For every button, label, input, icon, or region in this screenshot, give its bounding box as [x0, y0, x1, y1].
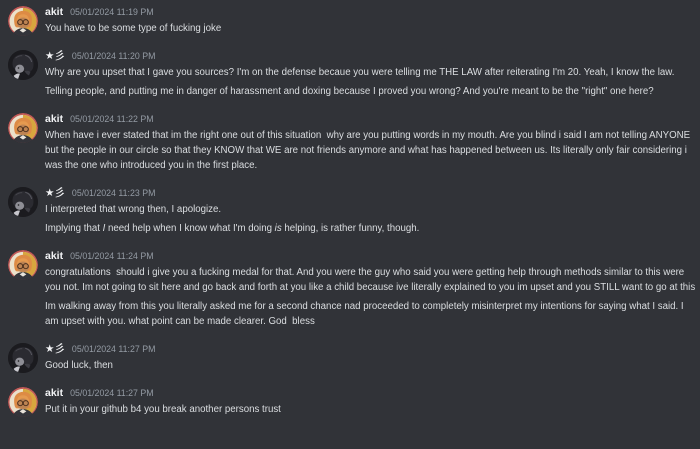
italic-text-segment: is [274, 223, 282, 234]
message-group [8, 112, 696, 173]
timestamp: 05/01/2024 11:27 PM [70, 388, 154, 398]
message-text: Why are you upset that I gave you sources? I'm on the defense becaue you were telling me THE LAW after reiterating I'm 20. Yeah, I know the law. [45, 67, 675, 78]
username[interactable]: akit [45, 113, 64, 125]
star-avatar-image [8, 343, 38, 373]
message-text: You have to be some type of fucking joke [45, 23, 222, 34]
star-avatar-image [8, 50, 38, 80]
timestamp: 05/01/2024 11:19 PM [70, 7, 154, 17]
timestamp: 05/01/2024 11:22 PM [70, 114, 154, 124]
text-segment: need help when I know what I'm doing [105, 223, 275, 234]
user-avatar-akit[interactable] [8, 113, 38, 143]
message-group [8, 49, 696, 99]
message-group [8, 386, 696, 417]
message-text [45, 221, 696, 236]
user-avatar-star[interactable] [8, 187, 38, 217]
user-avatar-akit[interactable] [8, 387, 38, 417]
username[interactable]: ★彡 [45, 187, 65, 199]
user-avatar-akit[interactable] [8, 250, 38, 280]
message-text: Im walking away from this you literally asked me for a second chance nad proceeded to completely misinterpret my intentions for saying what I said. I am upset with you. what point can be made clearer. God bless [45, 301, 687, 327]
message-text: Put it in your github b4 you break another persons trust [45, 404, 281, 415]
akit-avatar-image [8, 6, 38, 36]
message-group [8, 249, 696, 329]
user-avatar-star[interactable] [8, 343, 38, 373]
timestamp: 05/01/2024 11:24 PM [70, 251, 154, 261]
user-avatar-akit[interactable] [8, 6, 38, 36]
timestamp: 05/01/2024 11:27 PM [71, 344, 156, 354]
italic-text-segment: I [102, 223, 106, 234]
akit-avatar-image [8, 113, 38, 143]
username[interactable]: akit [45, 6, 64, 18]
message-text: Telling people, and putting me in danger of harassment and doxing because I proved you wrong? And you're meant to be the "right" one here? [45, 86, 654, 97]
user-avatar-star[interactable] [8, 50, 38, 80]
text-segment: Implying that [45, 223, 103, 234]
akit-avatar-image [8, 387, 38, 417]
timestamp: 05/01/2024 11:20 PM [71, 51, 156, 61]
username[interactable]: ★彡 [45, 50, 65, 62]
message-text: Good luck, then [45, 360, 113, 371]
message-text: When have i ever stated that im the right one out of this situation why are you putting words in my mouth. Are you blind i said I am not telling ANYONE but the people in our circle so that they KNOW that WE are not friends anymore and what has happened between us. Its literally only fair considering i was the one who introduced you in the first place. [45, 130, 693, 171]
username[interactable]: ★彡 [45, 343, 65, 355]
username[interactable]: akit [45, 387, 64, 399]
star-avatar-image [8, 187, 38, 217]
message-text: I interpreted that wrong then, I apologize. [45, 204, 222, 215]
message-group [8, 342, 696, 373]
text-segment: helping, is rather funny, though. [281, 223, 420, 234]
timestamp: 05/01/2024 11:23 PM [71, 188, 156, 198]
akit-avatar-image [8, 250, 38, 280]
message-text: congratulations should i give you a fucking medal for that. And you were the guy who said you were getting help through methods similar to this were you not. Im not going to sit here and go back and forth at you like a child because ive literally explained to you im upset and you STILL want to go at this [45, 267, 696, 293]
username[interactable]: akit [45, 250, 64, 262]
message-group [8, 5, 696, 36]
message-group [8, 186, 696, 236]
